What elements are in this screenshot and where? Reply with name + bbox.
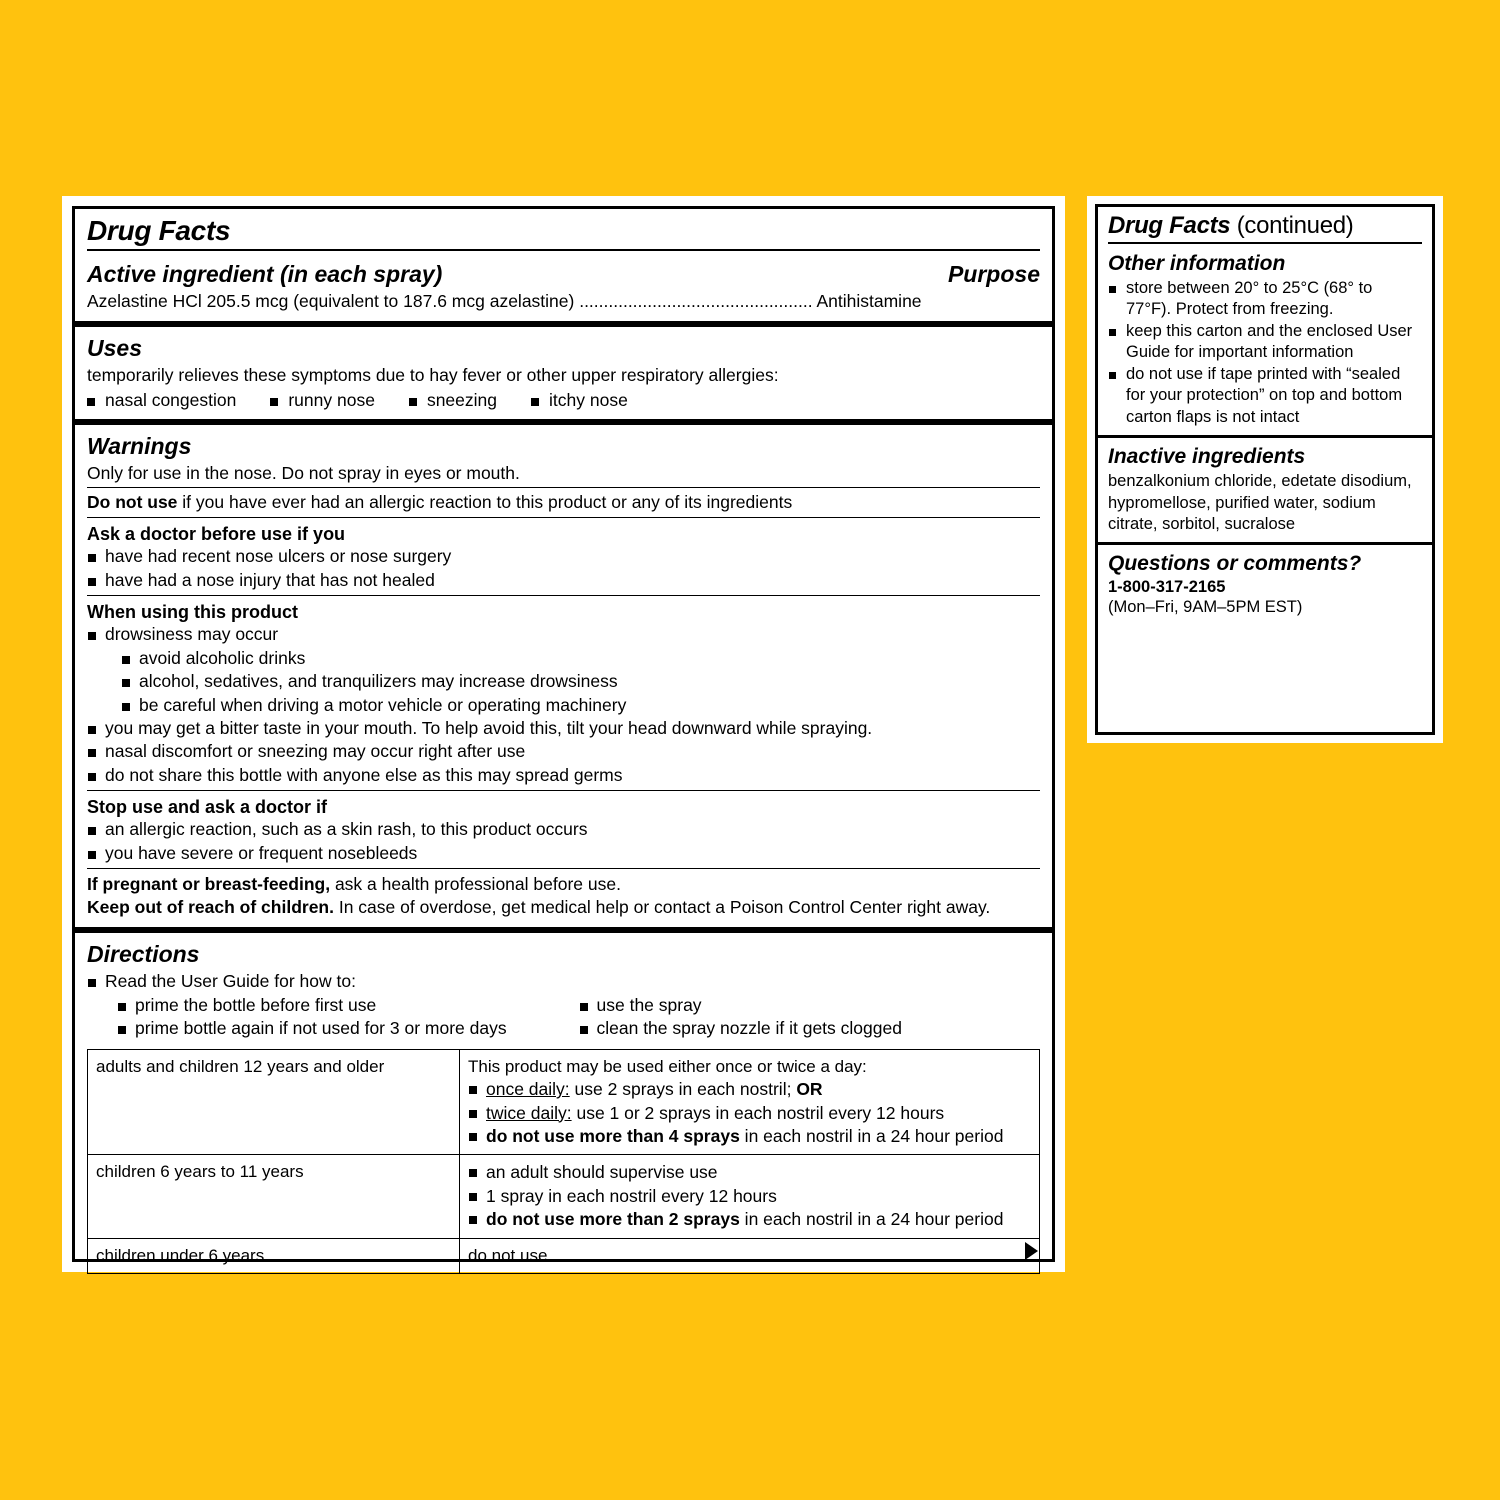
continued-title-text: Drug Facts [1108, 212, 1231, 239]
uses-item: nasal congestion [87, 390, 236, 411]
drowsiness-subitem: alcohol, sedatives, and tranquilizers may increase drowsiness [121, 670, 1040, 693]
other-information-heading: Other information [1108, 252, 1286, 275]
drug-facts-main-panel [62, 196, 1065, 1272]
other-information-list [1108, 278, 1422, 428]
dosage-table [87, 1049, 1040, 1275]
pregnancy-keepout-block [75, 869, 1052, 927]
questions-section [1098, 545, 1432, 625]
other-information-item: store between 20° to 25°C (68° to 77°F). Protect from freezing. [1108, 278, 1422, 321]
directions-heading: Directions [87, 941, 200, 968]
ask-doctor-list [87, 545, 1040, 592]
stop-use-item: an allergic reaction, such as a skin rash, to this product occurs [87, 818, 1040, 841]
pregnant-text: ask a health professional before use. [330, 874, 621, 895]
stop-use-item: you have severe or frequent nosebleeds [87, 842, 1040, 865]
questions-hours: (Mon–Fri, 9AM–5PM EST) [1108, 598, 1303, 617]
inactive-ingredients-section [1098, 438, 1432, 542]
directions-section [75, 933, 1052, 1284]
ask-doctor-block [75, 518, 1052, 595]
dosage-item-lead: once daily: [486, 1079, 570, 1100]
dosage-item [468, 1102, 1031, 1125]
other-information-item: do not use if tape printed with “sealed for your protection” on top and bottom carton flaps is not intact [1108, 364, 1422, 428]
directions-guide-columns [117, 994, 1040, 1041]
dosage-item-rest: use 2 sprays in each nostril; [569, 1079, 797, 1100]
dosage-age-cell: children 6 years to 11 years [88, 1155, 460, 1238]
uses-item: runny nose [270, 390, 375, 411]
questions-phone[interactable]: 1-800-317-2165 [1108, 578, 1226, 597]
other-information-section [1098, 248, 1432, 435]
drowsiness-sublist [121, 647, 1040, 717]
continued-title [1108, 212, 1422, 244]
when-using-item: drowsiness may occur [87, 623, 1040, 646]
dosage-item [468, 1078, 1031, 1101]
uses-text: temporarily relieves these symptoms due to hay fever or other upper respiratory allergies: [87, 365, 779, 386]
do-not-use-label: Do not use [87, 492, 178, 513]
when-using-item: do not share this bottle with anyone else as this may spread germs [87, 764, 1040, 787]
dosage-item-tail: OR [796, 1079, 823, 1100]
dosage-item-rest: 1 spray in each nostril every 12 hours [486, 1185, 777, 1206]
guide-column-right [579, 994, 1041, 1041]
drug-facts-continued-border [1095, 204, 1435, 735]
guide-item: prime the bottle before first use [117, 994, 579, 1017]
ask-doctor-label: Ask a doctor before use if you [87, 524, 346, 545]
active-ingredient-text: Azelastine HCl 205.5 mcg (equivalent to 187.6 mcg azelastine) ................................................ Antihistamine [87, 291, 922, 311]
active-ingredient-heading: Active ingredient (in each spray) [87, 261, 443, 287]
guide-column-left [117, 994, 579, 1041]
drowsiness-subitem: be careful when driving a motor vehicle or operating machinery [121, 694, 1040, 717]
dosage-item-rest: in each nostril in a 24 hour period [739, 1209, 1004, 1230]
uses-item: sneezing [409, 390, 497, 411]
keep-out-of-reach-label: Keep out of reach of children. [87, 897, 334, 918]
continued-arrow-icon [1025, 1242, 1038, 1260]
directions-guide-intro [87, 970, 1040, 993]
guide-item: clean the spray nozzle if it gets clogged [579, 1017, 1041, 1040]
page-title: Drug Facts [87, 215, 1040, 251]
continued-title-section [1098, 207, 1432, 248]
dosage-list [468, 1161, 1031, 1231]
warnings-section [75, 425, 1052, 487]
dosage-item-lead: twice daily: [486, 1102, 572, 1123]
drug-facts-title-section [75, 209, 1052, 259]
when-using-item: nasal discomfort or sneezing may occur right after use [87, 740, 1040, 763]
dosage-instruction-cell [460, 1049, 1040, 1155]
uses-section [75, 327, 1052, 419]
do-not-use-text: if you have ever had an allergic reaction to this product or any of its ingredients [177, 492, 793, 513]
continued-title-suffix: (continued) [1230, 212, 1354, 239]
ask-doctor-item: have had recent nose ulcers or nose surgery [87, 545, 1040, 568]
stop-use-block [75, 791, 1052, 868]
dosage-item-lead: do not use more than 2 sprays [486, 1209, 740, 1230]
table-row [88, 1238, 1040, 1273]
dosage-list [468, 1078, 1031, 1148]
dosage-age-cell: children under 6 years [88, 1238, 460, 1273]
pregnant-label: If pregnant or breast-feeding, [87, 874, 331, 895]
dosage-item [468, 1161, 1031, 1184]
dosage-item-lead: do not use more than 4 sprays [486, 1126, 740, 1146]
table-row [88, 1155, 1040, 1238]
other-information-item: keep this carton and the enclosed User Guide for important information [1108, 321, 1422, 364]
uses-symptom-list [87, 390, 1040, 411]
dosage-instruction-cell: do not use [460, 1238, 1040, 1273]
uses-item: itchy nose [531, 390, 628, 411]
dosage-item-rest: use 1 or 2 sprays in each nostril every 12 hours [571, 1102, 945, 1123]
drug-facts-continued-panel [1087, 196, 1443, 743]
do-not-use-block [75, 488, 1052, 517]
stop-use-label: Stop use and ask a doctor if [87, 797, 328, 818]
stop-use-list [87, 818, 1040, 865]
warnings-intro: Only for use in the nose. Do not spray in eyes or mouth. [87, 463, 520, 484]
dosage-item-rest: an adult should supervise use [486, 1162, 718, 1183]
drug-facts-main-border [72, 206, 1055, 1265]
dosage-item [468, 1208, 1031, 1231]
dosage-age-cell: adults and children 12 years and older [88, 1049, 460, 1155]
inactive-ingredients-heading: Inactive ingredients [1108, 445, 1306, 469]
inactive-ingredients-text: benzalkonium chloride, edetate disodium, hypromellose, purified water, sodium citrate, sorbitol, sucralose [1108, 472, 1412, 533]
dosage-intro: This product may be used either once or twice a day: [468, 1056, 867, 1076]
when-using-list-cont [87, 717, 1040, 787]
warnings-heading: Warnings [87, 433, 192, 460]
when-using-block [75, 596, 1052, 790]
dosage-instruction-cell [460, 1155, 1040, 1238]
keep-out-of-reach-text: In case of overdose, get medical help or contact a Poison Control Center right away. [333, 897, 991, 918]
uses-heading: Uses [87, 335, 142, 362]
dosage-item-rest: in each nostril in a 24 hour period [739, 1126, 1004, 1146]
guide-item: prime bottle again if not used for 3 or more days [117, 1017, 579, 1040]
purpose-heading: Purpose [947, 261, 1040, 287]
ask-doctor-item: have had a nose injury that has not healed [87, 569, 1040, 592]
table-row [88, 1049, 1040, 1155]
dosage-item [468, 1185, 1031, 1208]
drowsiness-subitem: avoid alcoholic drinks [121, 647, 1040, 670]
when-using-item: you may get a bitter taste in your mouth. To help avoid this, tilt your head downward while spraying. [87, 717, 1040, 740]
active-ingredient-section [75, 259, 1052, 321]
when-using-list [87, 623, 1040, 646]
read-guide-item: Read the User Guide for how to: [87, 970, 1040, 993]
when-using-label: When using this product [87, 602, 298, 623]
dosage-item [468, 1125, 1031, 1148]
guide-item: use the spray [579, 994, 1041, 1017]
questions-heading: Questions or comments? [1108, 552, 1362, 576]
